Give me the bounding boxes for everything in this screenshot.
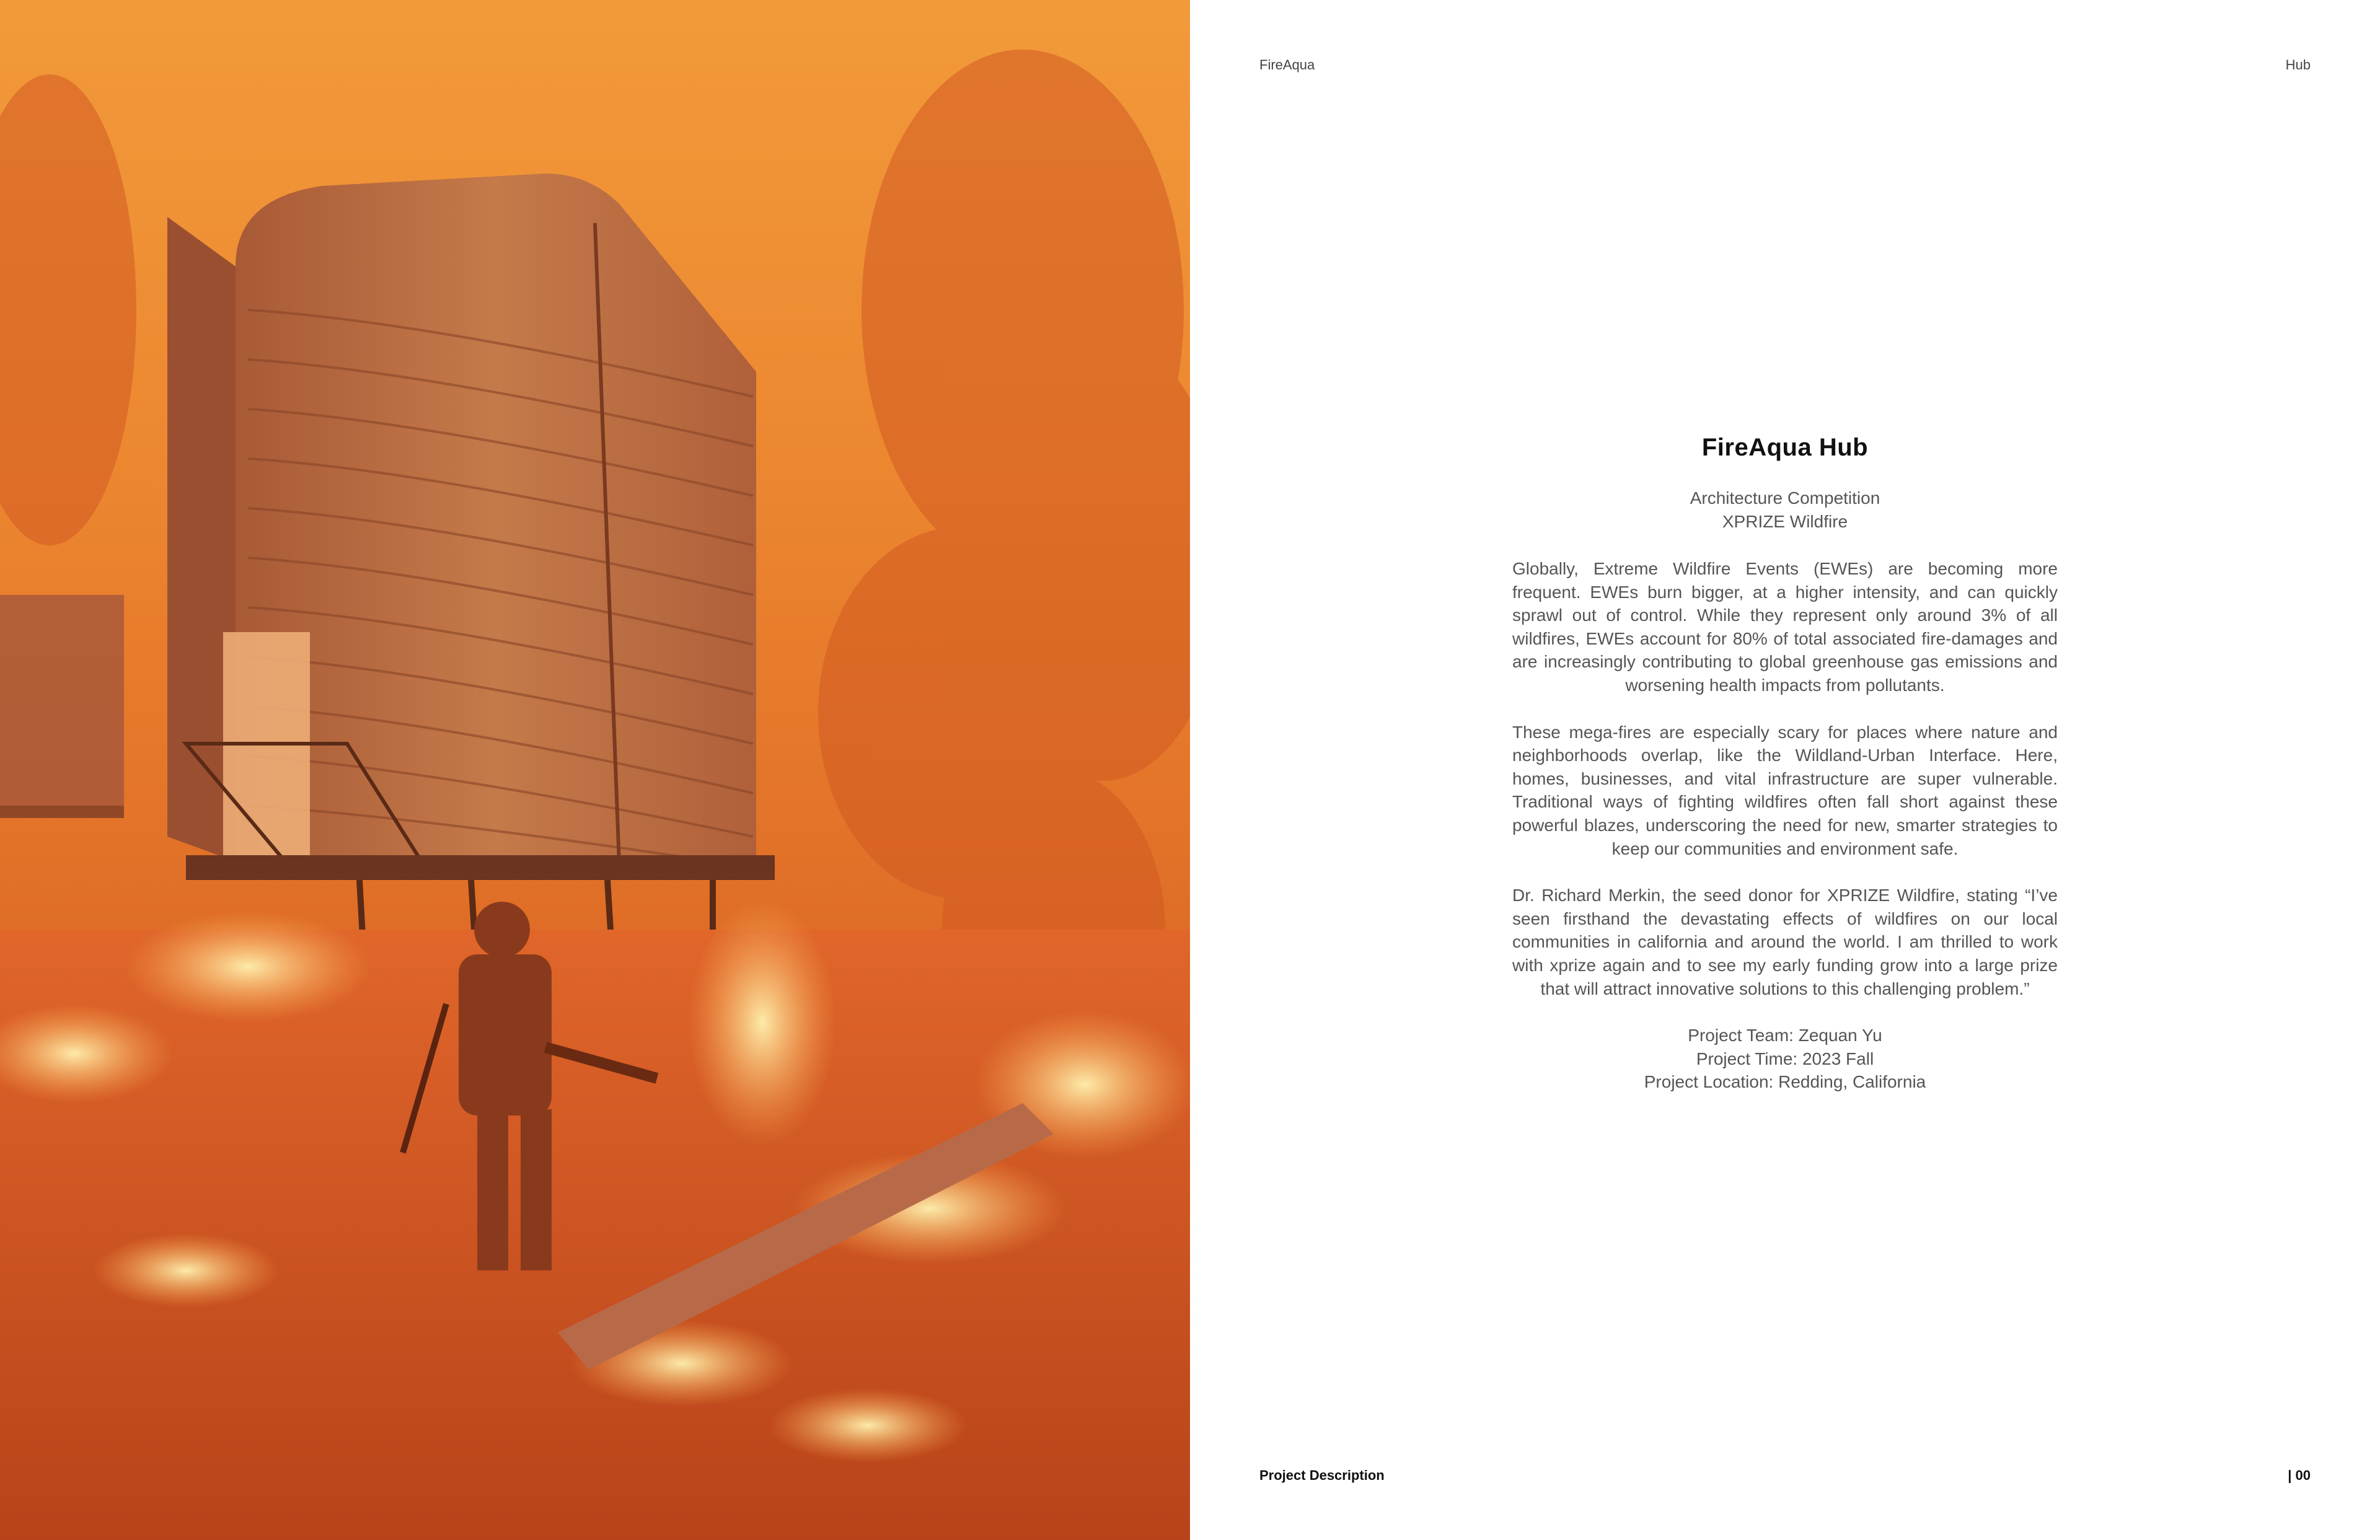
credit-location: Project Location: Redding, California <box>1644 1072 1926 1092</box>
page-title: FireAqua Hub <box>1701 434 1869 461</box>
subtitle-line: Architecture Competition <box>1690 488 1880 508</box>
credit-team: Project Team: Zequan Yu <box>1688 1026 1882 1045</box>
subtitle-line: XPRIZE Wildfire <box>1722 512 1848 531</box>
paragraph: Dr. Richard Merkin, the seed donor for XPRIZE Wildfire, stating “I’ve seen firsthand the devastating effects of wildfires on our local communities in california and around the world. I am thrilled to work with xprize again and to see my early funding grow into a large prize that will attract innovative solutions to this challenging problem.” <box>1512 886 2058 998</box>
article-body <box>1512 434 2058 1094</box>
subtitle-block <box>1512 486 2058 534</box>
running-head-left: FireAqua <box>1259 57 1315 73</box>
running-head-right: Hub <box>2285 57 2311 73</box>
credit-time: Project Time: 2023 Fall <box>1696 1049 1874 1068</box>
paragraph: These mega-fires are especially scary for places where nature and neighborhoods overlap, like the Wildland-Urban Interface. Here, homes, businesses, and vital infrastructure are super vulnerable. Traditional ways of fighting wildfires often fall short against these powerful blazes, underscoring the need for new, smarter strategies to keep our communities and environment safe. <box>1512 722 2058 858</box>
section-label: Project Description <box>1259 1467 1385 1483</box>
fireaqua-tower <box>167 174 775 992</box>
page-number: | 00 <box>2288 1467 2311 1483</box>
paragraph: Globally, Extreme Wildfire Events (EWEs) are becoming more frequent. EWEs burn bigger, at a higher intensity, and can quickly sprawl out of control. While they represent only around 3% of all wildfires, EWEs account for 80% of total associated fire-damages and are increasingly contributing to global greenhouse gas emissions and worsening health impacts from pollutants. <box>1512 559 2058 695</box>
description-page <box>1190 0 2380 1540</box>
small-building <box>0 595 124 818</box>
project-credits <box>1512 1024 2058 1094</box>
